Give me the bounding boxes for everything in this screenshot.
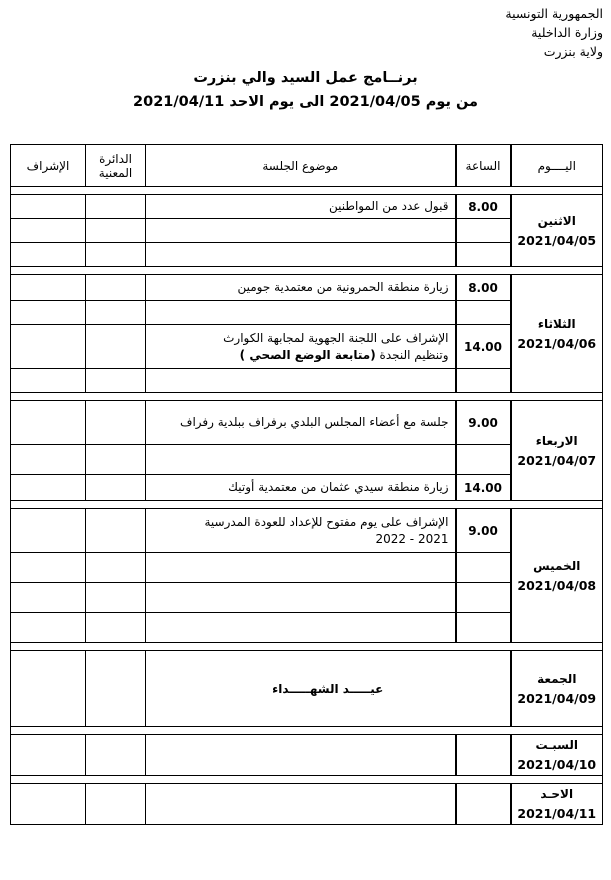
table-row — [11, 195, 603, 219]
table-row — [11, 401, 603, 445]
day-name: الاربعاء — [535, 433, 578, 448]
session-topic: الإشراف على اللجنة الجهوية لمجابهة الكوارث وتنظيم النجدة (متابعة الوضع الصحي ) — [146, 325, 456, 369]
session-topic: زيارة منطقة سيدي عثمان من معتمدية أوتيك — [146, 475, 456, 501]
table-header-row — [11, 145, 603, 187]
day-date: 2021/04/07 — [517, 452, 597, 468]
session-time: 14.00 — [456, 325, 511, 369]
day-date: 2021/04/06 — [517, 335, 597, 351]
day-date: 2021/04/10 — [517, 757, 597, 772]
session-time: 8.00 — [456, 195, 511, 219]
day-cell-friday — [511, 651, 603, 727]
ministry-name: وزارة الداخلية — [531, 25, 603, 40]
day-name: الجمعة — [537, 671, 577, 686]
day-cell-tuesday — [511, 275, 603, 393]
program-title: برنــامج عمل السيد والي بنزرت — [193, 70, 418, 86]
republic-name: الجمهورية التونسية — [505, 6, 603, 21]
day-date: 2021/04/09 — [517, 690, 597, 706]
session-time: 14.00 — [456, 475, 511, 501]
session-time: 9.00 — [456, 401, 511, 445]
table-row — [11, 735, 603, 776]
governorate-name: ولاية بنزرت — [543, 44, 603, 59]
table-row — [11, 509, 603, 553]
header-time: الساعة — [456, 145, 511, 187]
day-cell-wednesday — [511, 401, 603, 501]
session-topic: قبول عدد من المواطنين — [146, 195, 456, 219]
session-topic: الإشراف على يوم مفتوح للإعداد للعودة المدرسية 2021 - 2022 — [146, 509, 456, 553]
day-cell-monday — [511, 195, 603, 267]
day-cell-sunday — [511, 784, 603, 825]
day-name: الخميس — [533, 558, 581, 573]
day-date: 2021/04/11 — [517, 806, 597, 821]
day-date: 2021/04/08 — [517, 577, 597, 593]
header-department: الدائرة المعنية — [86, 145, 146, 187]
session-time: 9.00 — [456, 509, 511, 553]
table-row — [11, 784, 603, 825]
day-date: 2021/04/05 — [517, 232, 597, 248]
table-row — [11, 651, 603, 727]
day-cell-saturday — [511, 735, 603, 776]
header-day: اليــــوم — [511, 145, 603, 187]
schedule-table — [10, 144, 603, 825]
day-name: الاحـد — [540, 787, 574, 801]
holiday-label: عيـــــد الشهـــــداء — [146, 651, 511, 727]
session-topic: زيارة منطقة الحمرونية من معتمدية جومين — [146, 275, 456, 301]
day-cell-thursday — [511, 509, 603, 643]
letterhead — [505, 4, 603, 61]
header-topic: موضوع الجلسة — [146, 145, 456, 187]
session-time: 8.00 — [456, 275, 511, 301]
program-date-range: من يوم 2021/04/05 الى يوم الاحد 2021/04/11 — [133, 94, 478, 110]
session-topic: جلسة مع أعضاء المجلس البلدي برفراف ببلدية رفراف — [146, 401, 456, 445]
table-row — [11, 275, 603, 301]
day-name: الاثنين — [537, 213, 576, 228]
day-name: السبـت — [535, 738, 579, 752]
header-supervision: الإشراف — [11, 145, 86, 187]
day-name: الثلاثاء — [537, 316, 576, 331]
